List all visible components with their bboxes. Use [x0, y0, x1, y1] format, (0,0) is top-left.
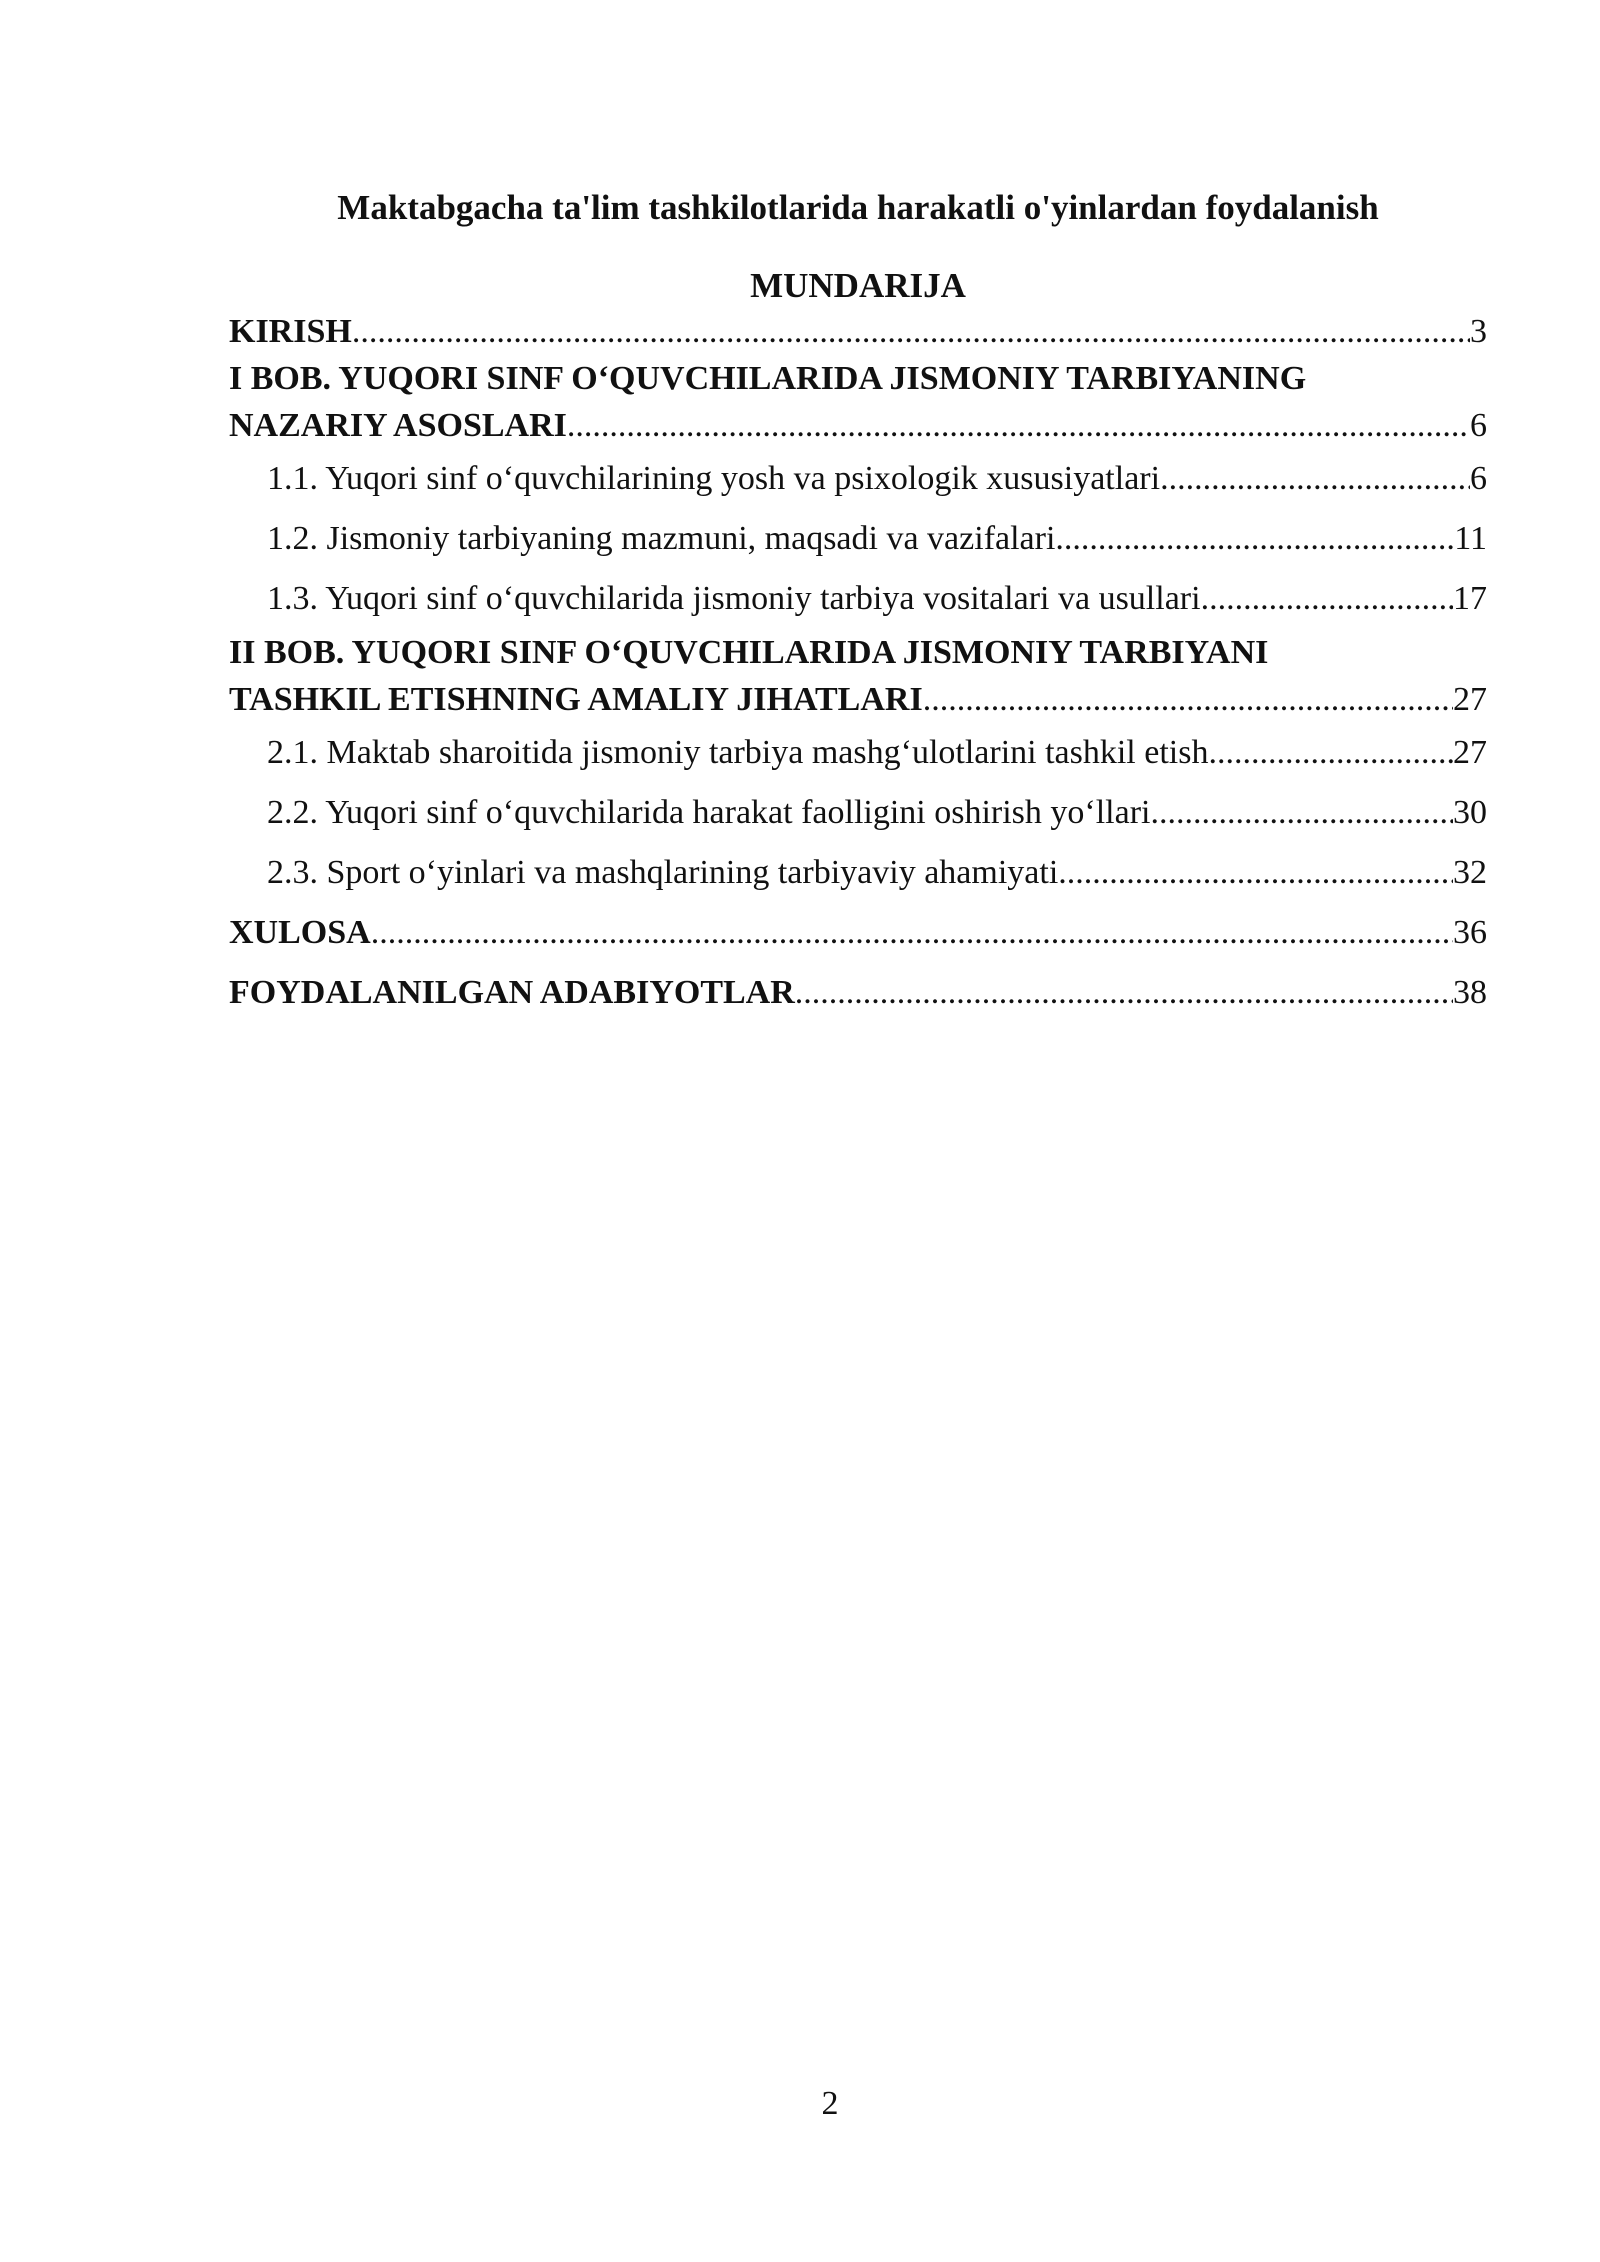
toc-chapter-2-title-line1[interactable]: II BOB. YUQORI SINF O‘QUVCHILARIDA JISMONIY TARBIYANI: [229, 634, 1269, 671]
toc-entry-page: 36: [1453, 914, 1487, 951]
toc-entry-page: 3: [1470, 313, 1487, 350]
toc-entry-kirish[interactable]: [229, 308, 1487, 355]
toc-entry-label: 2.1. Maktab sharoitida jismoniy tarbiya mashg‘ulotlarini tashkil etish: [267, 734, 1209, 771]
toc-entry-chapter-2[interactable]: [229, 676, 1487, 723]
toc-entry-2-1[interactable]: [229, 723, 1487, 783]
toc-entry-label: FOYDALANILGAN ADABIYOTLAR: [229, 974, 795, 1011]
toc-entry-label: 2.3. Sport o‘yinlari va mashqlarining tarbiyaviy ahamiyati: [267, 854, 1059, 891]
toc-entry-1-2[interactable]: [229, 509, 1487, 569]
dot-leader: [352, 308, 1470, 355]
document-title: Maktabgacha ta'lim tashkilotlarida harakatli o'yinlardan foydalanish: [337, 188, 1379, 227]
dot-leader: [795, 963, 1453, 1023]
dot-leader: [923, 676, 1453, 723]
toc-entry-1-3[interactable]: [229, 569, 1487, 629]
toc-entry-label: 1.1. Yuqori sinf o‘quvchilarining yosh va psixologik xususiyatlari: [267, 460, 1161, 497]
toc-entry-2-3[interactable]: [229, 843, 1487, 903]
dot-leader: [1055, 509, 1454, 569]
document-page: [229, 186, 1487, 1023]
dot-leader: [371, 903, 1453, 963]
dot-leader: [1201, 569, 1453, 629]
toc-entry-label: 1.3. Yuqori sinf o‘quvchilarida jismoniy tarbiya vositalari va usullari: [267, 580, 1201, 617]
toc-entry-label: 2.2. Yuqori sinf o‘quvchilarida harakat faolligini oshirish yo‘llari: [267, 794, 1151, 831]
toc-chapter-1-title-line1[interactable]: I BOB. YUQORI SINF O‘QUVCHILARIDA JISMONIY TARBIYANING: [229, 360, 1307, 397]
toc-entry-page: 11: [1454, 520, 1487, 557]
toc-entry-label: KIRISH: [229, 313, 352, 350]
toc-entry-page: 30: [1453, 794, 1487, 831]
dot-leader: [1208, 723, 1453, 783]
table-of-contents: [229, 308, 1487, 1023]
toc-entry-page: 27: [1453, 734, 1487, 771]
toc-entry-label: XULOSA: [229, 914, 371, 951]
toc-entry-adabiyotlar[interactable]: [229, 963, 1487, 1023]
toc-entry-chapter-1[interactable]: [229, 402, 1487, 449]
toc-entry-label: 1.2. Jismoniy tarbiyaning mazmuni, maqsadi va vazifalari: [267, 520, 1056, 557]
toc-entry-2-2[interactable]: [229, 783, 1487, 843]
toc-entry-page: 27: [1453, 681, 1487, 718]
toc-entry-page: 17: [1453, 580, 1487, 617]
toc-entry-label: NAZARIY ASOSLARI: [229, 407, 567, 444]
toc-entry-xulosa[interactable]: [229, 903, 1487, 963]
dot-leader: [567, 402, 1470, 449]
toc-entry-page: 38: [1453, 974, 1487, 1011]
toc-entry-page: 6: [1470, 460, 1487, 497]
page-number: 2: [821, 2085, 839, 2122]
dot-leader: [1151, 783, 1454, 843]
toc-entry-label: TASHKIL ETISHNING AMALIY JIHATLARI: [229, 681, 923, 718]
dot-leader: [1058, 843, 1453, 903]
toc-entry-1-1[interactable]: [229, 449, 1487, 509]
toc-entry-page: 32: [1453, 854, 1487, 891]
toc-entry-page: 6: [1470, 407, 1487, 444]
toc-heading: MUNDARIJA: [750, 266, 966, 305]
dot-leader: [1160, 449, 1470, 509]
